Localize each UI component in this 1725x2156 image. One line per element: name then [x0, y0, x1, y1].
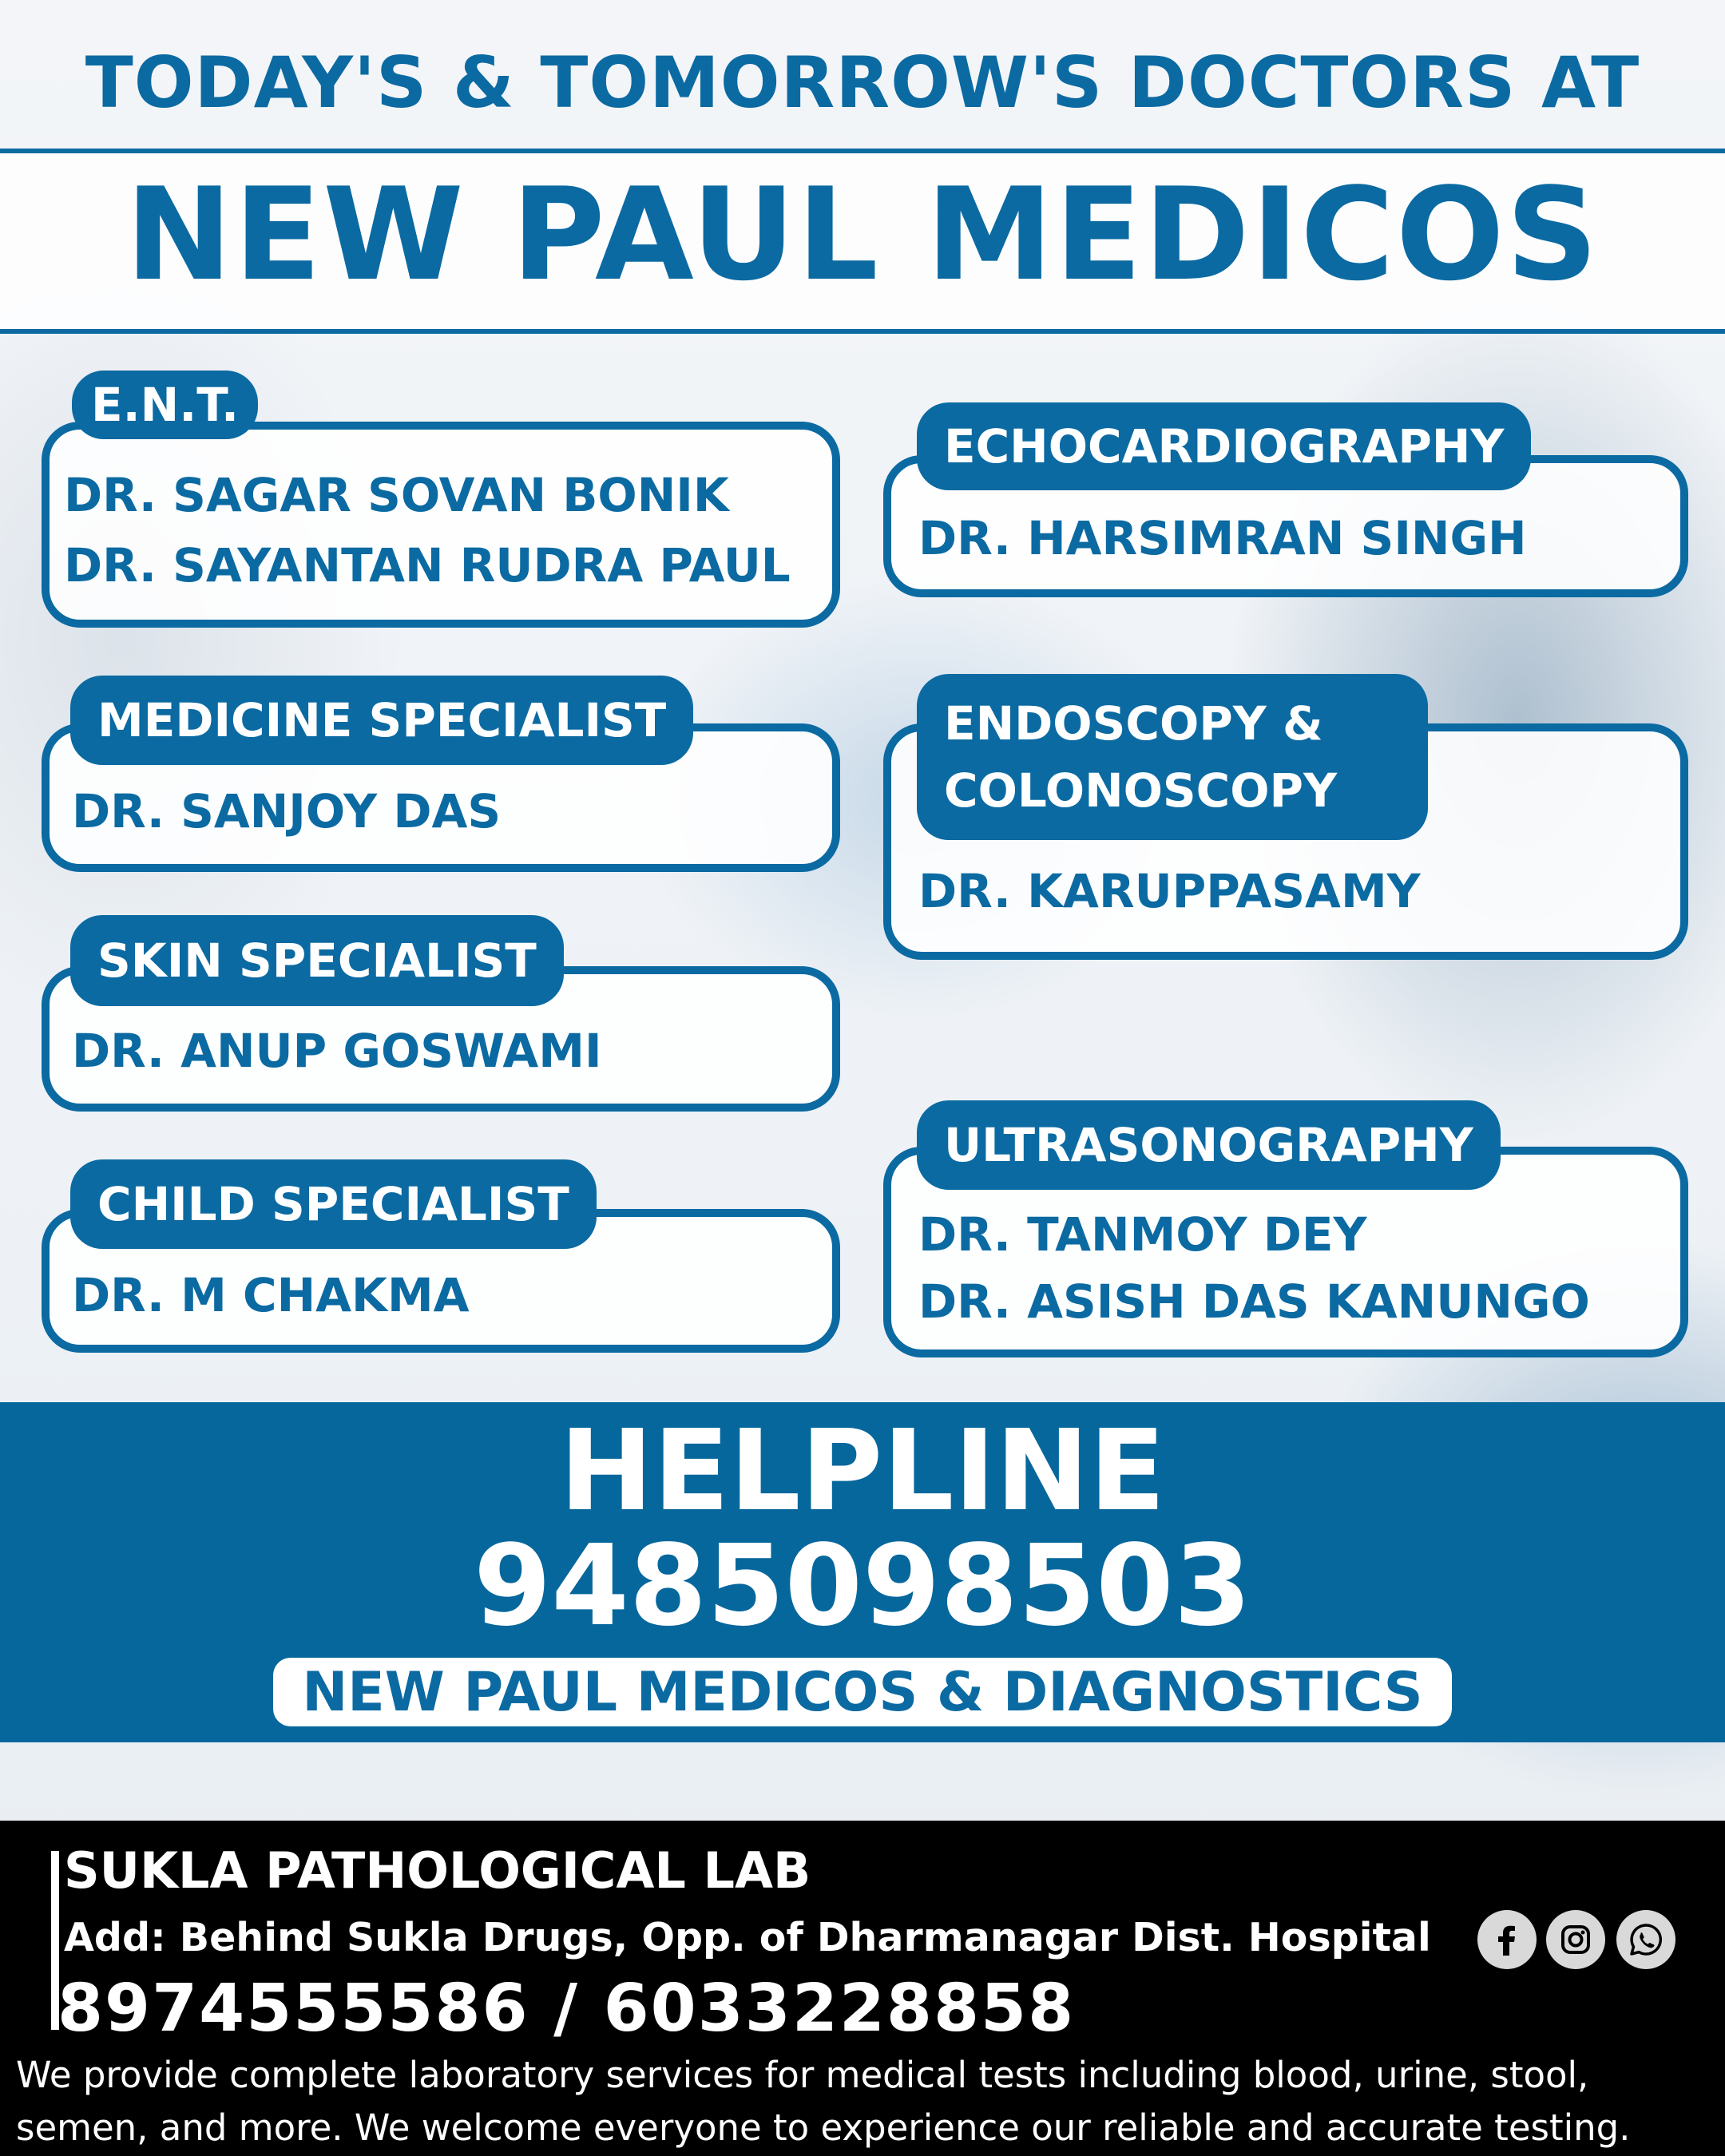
lab-description [16, 2049, 1717, 2154]
lab-name: SUKLA PATHOLOGICAL LAB [64, 1841, 811, 1900]
echo-doctor-1: DR. HARSIMRAN SINGH [918, 511, 1527, 565]
child-label: CHILD SPECIALIST [70, 1159, 597, 1249]
endoscopy-label [917, 674, 1428, 840]
ultra-doctor-2: DR. ASISH DAS KANUNGO [918, 1274, 1590, 1329]
ultra-label: ULTRASONOGRAPHY [917, 1100, 1501, 1190]
lab-description-line1: We provide complete laboratory services for medical tests including blood, urine, stool, [16, 2054, 1589, 2096]
facebook-icon[interactable] [1477, 1910, 1537, 1969]
ent-doctor-2: DR. SAYANTAN RUDRA PAUL [64, 538, 791, 593]
lab-address: Add: Behind Sukla Drugs, Opp. of Dharmanagar Dist. Hospital [64, 1915, 1431, 1960]
lab-description-line2: semen, and more. We welcome everyone to experience our reliable and accurate testing. [16, 2106, 1631, 2149]
helpline-org: NEW PAUL MEDICOS & DIAGNOSTICS [273, 1658, 1452, 1726]
endoscopy-label-line2: COLONOSCOPY [944, 763, 1338, 818]
lab-phones[interactable]: 8974555586 / 6033228858 [58, 1971, 1076, 2047]
child-doctor-1: DR. M CHAKMA [72, 1268, 470, 1322]
helpline-label: HELPLINE [559, 1406, 1166, 1536]
page-subtitle: TODAY'S & TOMORROW'S DOCTORS AT [85, 42, 1640, 124]
ent-card [42, 422, 840, 628]
page-title: NEW PAUL MEDICOS [125, 160, 1600, 309]
echo-label: ECHOCARDIOGRAPHY [917, 402, 1531, 490]
instagram-icon[interactable] [1546, 1910, 1605, 1969]
endoscopy-doctor-1: DR. KARUPPASAMY [918, 864, 1421, 918]
skin-doctor-1: DR. ANUP GOSWAMI [72, 1024, 602, 1078]
helpline-number[interactable]: 9485098503 [473, 1521, 1252, 1651]
medicine-doctor-1: DR. SANJOY DAS [72, 784, 502, 838]
ent-doctor-1: DR. SAGAR SOVAN BONIK [64, 468, 729, 522]
medicine-label: MEDICINE SPECIALIST [70, 676, 693, 765]
whatsapp-icon[interactable] [1616, 1910, 1675, 1969]
skin-label: SKIN SPECIALIST [70, 915, 564, 1006]
ent-label: E.N.T. [72, 371, 258, 439]
ultra-doctor-1: DR. TANMOY DEY [918, 1207, 1367, 1262]
endoscopy-label-line1: ENDOSCOPY & [944, 696, 1323, 751]
